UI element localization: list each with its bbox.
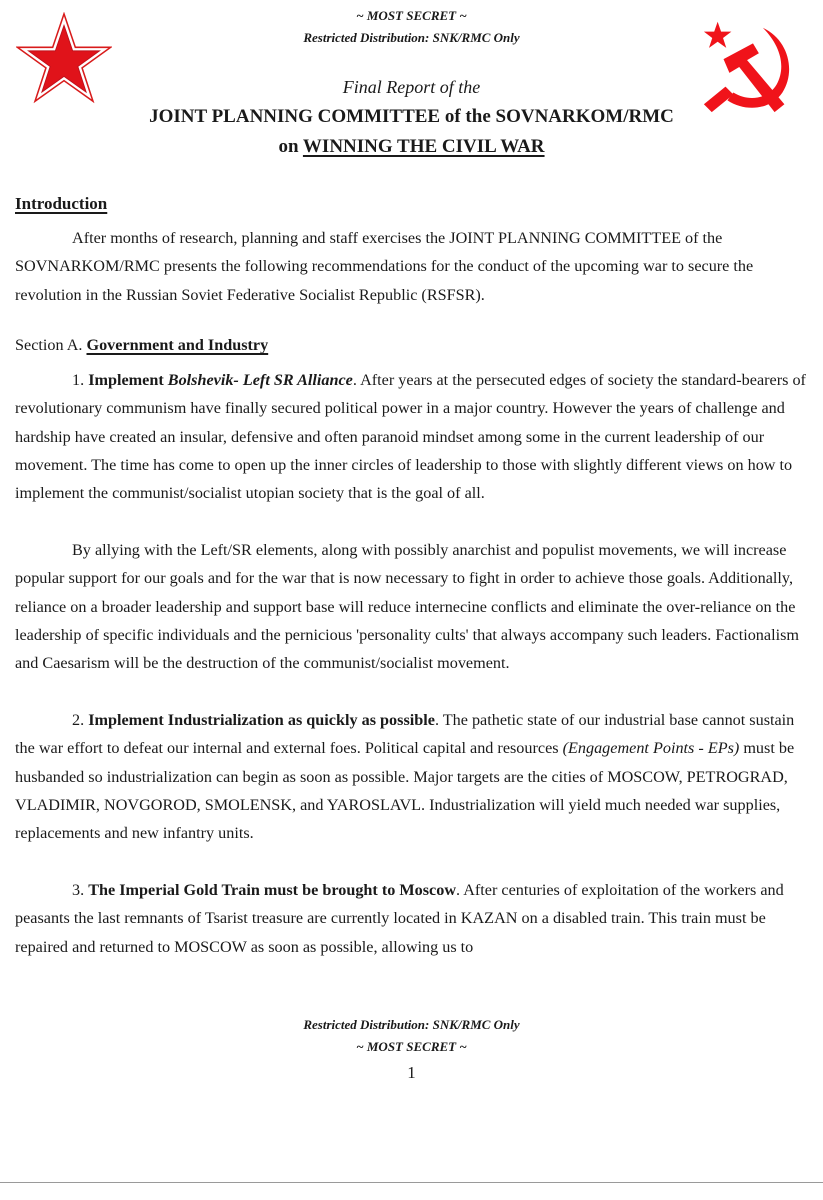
item-number: 3. (72, 881, 89, 899)
section-prefix: Section A. (15, 336, 87, 354)
item-italic-note: (Engagement Points - EPs) (562, 739, 740, 758)
report-subtitle: Final Report of the (342, 77, 481, 97)
item-title: Implement Industrialization as quickly as possible (88, 711, 435, 729)
section-a-heading (15, 336, 268, 355)
item-title: The Imperial Gold Train must be brought to Moscow (88, 881, 457, 899)
classification-footer: ~ MOST SECRET ~ (356, 1039, 467, 1054)
title-underlined: WINNING THE CIVIL WAR (302, 136, 545, 157)
page-edge-rule (0, 1182, 823, 1183)
item-title: Implement (88, 371, 168, 389)
item-text: . After centuries of exploitation of the workers and peasants the last remnants of Tsarist treasure are currently located in KAZAN on a disabled train. This train must be repaired and returned to MOSCOW as soon as possible, allowing us to (15, 881, 784, 956)
hammer-and-sickle-icon (698, 10, 806, 120)
introduction-text: After months of research, planning and staff exercises the JOINT PLANNING COMMITTEE of the SOVNARKOM/RMC presents the following recommendations for the conduct of the upcoming war to secure the revolution in the Russian Soviet Federative Socialist Republic (RSFSR). (15, 229, 754, 304)
distribution-footer: Restricted Distribution: SNK/RMC Only (303, 1017, 520, 1032)
recommendation-1-continuation (15, 536, 815, 677)
item-text: . After years at the persecuted edges of society the standard-bearers of revolutionary communism have finally secured political power in a major country. However the years of challenge and hardship have created an insular, defensive and often paranoid mindset among some in the current leadership of our movement. The time has come to open up the inner circles of leadership to those with slightly different views on how to implement the communist/socialist utopian society that is the goal of all. (15, 371, 806, 503)
page-number: 1 (407, 1063, 416, 1082)
introduction-paragraph (15, 224, 815, 309)
recommendation-2 (15, 706, 815, 847)
recommendation-1 (15, 366, 815, 507)
title-prefix: on (278, 136, 303, 157)
report-title-line-2 (0, 136, 823, 158)
classification-header: ~ MOST SECRET ~ (356, 8, 467, 23)
item-text: must be husbanded so industrialization can begin as soon as possible. Major targets are the cities of MOSCOW, PETROGRAD, VLADIMIR, NOVGOROD, SMOLENSK, and YAROSLAVL. Industrialization will yield much needed war supplies, replacements and new infantry units. (15, 739, 795, 843)
item-number: 1. (72, 371, 89, 389)
item-number: 2. (72, 711, 89, 729)
item-title-emphasis: Bolshevik- Left SR Alliance (167, 371, 353, 389)
distribution-header: Restricted Distribution: SNK/RMC Only (303, 30, 520, 45)
recommendation-3 (15, 876, 815, 961)
item-text: By allying with the Left/SR elements, along with possibly anarchist and populist movements, we will increase popular support for our goals and for the war that is now necessary to fight in order to achieve those goals. Additionally, reliance on a broader leadership and support base will reduce internecine conflicts and eliminate the over-reliance on the leadership of specific individuals and the pernicious 'personality cults' that always accompany such leaders. Factionalism and Caesarism will be the destruction of the communist/socialist movement. (15, 541, 799, 673)
section-title: Government and Industry (86, 336, 269, 354)
report-title-line-1: JOINT PLANNING COMMITTEE of the SOVNARKOM/RMC (149, 106, 674, 127)
item-text: . The pathetic state of our industrial base cannot sustain the war effort to defeat our internal and external foes. Political capital and resources (15, 711, 795, 758)
introduction-heading: Introduction (15, 194, 108, 213)
